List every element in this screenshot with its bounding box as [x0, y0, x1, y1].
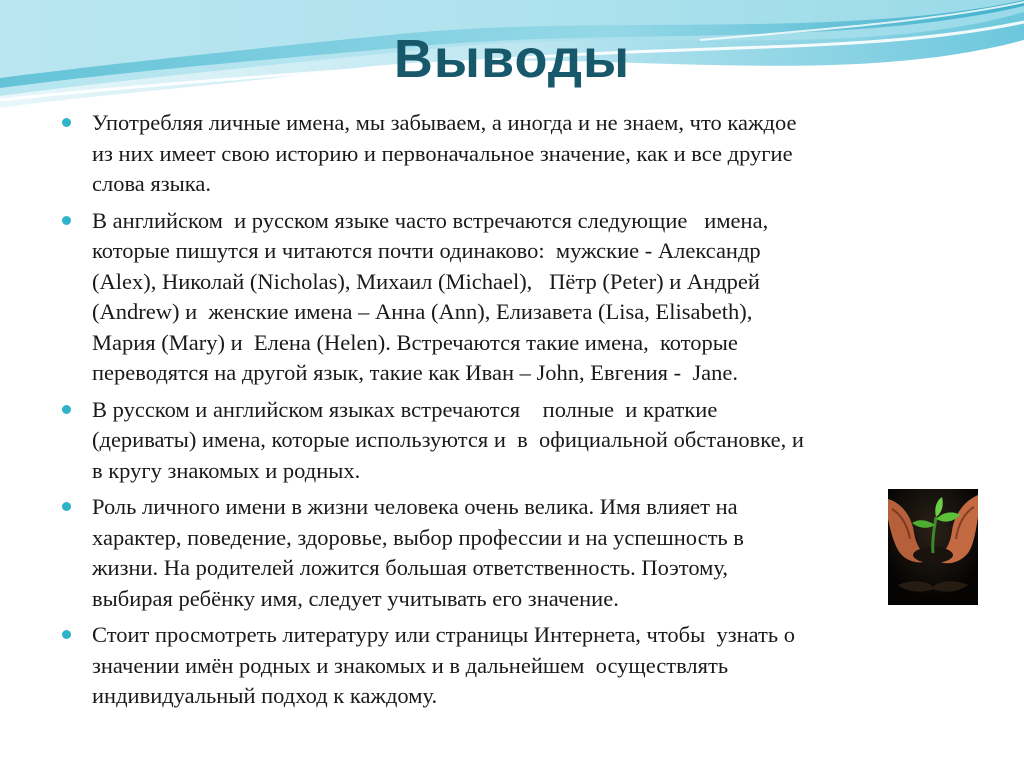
bullet-text: В русском и английском языках встречаются полные и краткие (дериваты) имена, которые используются и в официальной обстановке, и в кругу знакомых и родных.	[92, 396, 804, 483]
circle-bullet-icon	[62, 502, 71, 511]
circle-bullet-icon	[62, 118, 71, 127]
circle-bullet-icon	[62, 405, 71, 414]
bullet-item	[62, 395, 962, 487]
bullet-text: Стоит просмотреть литературу или страницы Интернета, чтобы узнать о значении имён родных и знакомых и в дальнейшем осуществлять индивидуальный подход к каждому.	[92, 622, 796, 708]
bullet-text: Роль личного имени в жизни человека очень велика. Имя влияет на характер, поведение, здоровье, выбор профессии и на успешность в жизни. На родителей ложится большая ответственность. Поэтому, выбирая ребёнку имя, следует учитывать его значение.	[92, 494, 744, 611]
sprout-illustration	[888, 489, 978, 605]
bullet-item	[62, 620, 962, 712]
bullet-item	[62, 492, 962, 614]
circle-bullet-icon	[62, 216, 71, 225]
bullet-item	[62, 206, 962, 389]
circle-bullet-icon	[62, 630, 71, 639]
bullet-list	[62, 108, 962, 718]
bullet-item	[62, 108, 962, 200]
hands-holding-sprout-image	[888, 489, 978, 605]
bullet-text: В английском и русском языке часто встречаются следующие имена, которые пишутся и читаются почти одинаково: мужские - Александр (Alex), Николай (Nicholas), Михаил (Michael), Пётр (Peter) и Андрей (Andrew) и женские имена – Анна (Ann), Елизавета (Lisa, Elisabeth), Мария (Mary) и Елена (Helen). Встречаются такие имена, которые переводятся на другой язык, такие как Иван – John, Евгения - Jane.	[92, 207, 769, 385]
slide-title: Выводы	[393, 29, 631, 89]
bullet-text: Употребляя личные имена, мы забываем, а иногда и не знаем, что каждое из них имеет свою историю и первоначальное значение, как и все другие слова языка.	[92, 110, 797, 196]
